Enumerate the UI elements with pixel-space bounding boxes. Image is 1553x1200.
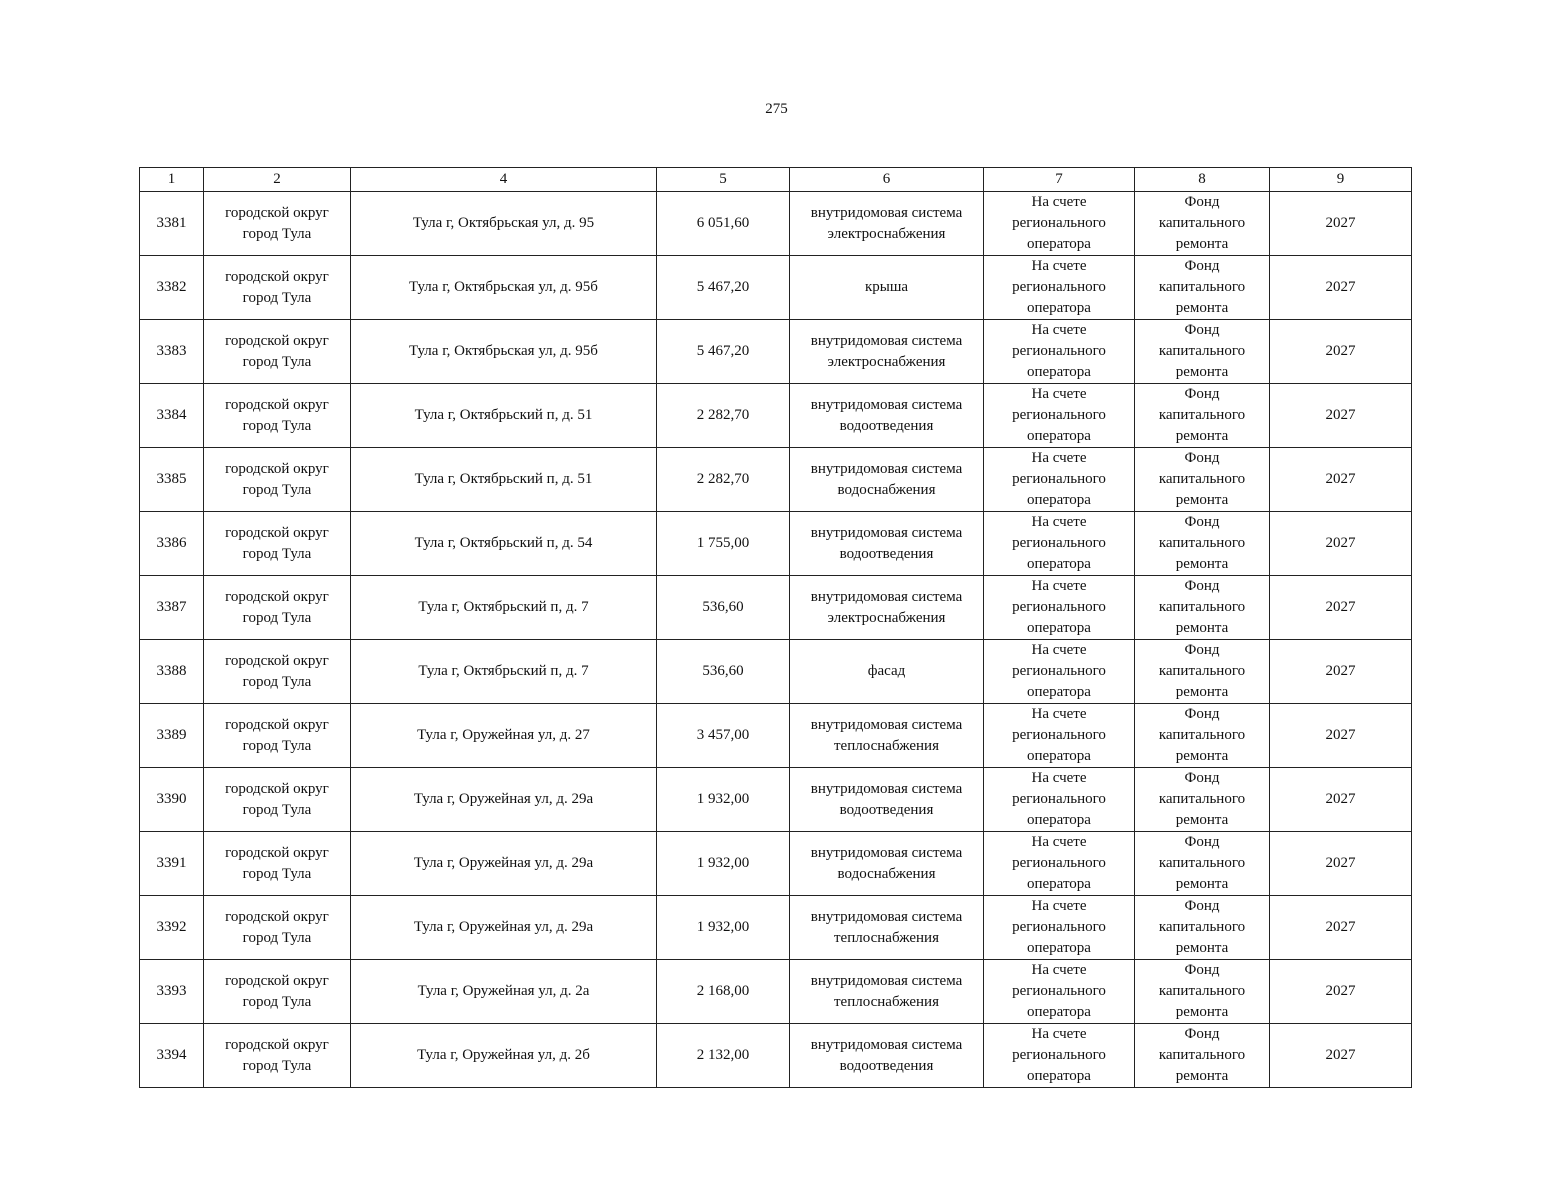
work-type-cell-line: внутридомовая система (810, 524, 963, 541)
municipality-cell (204, 512, 351, 576)
funding-source-cell (1135, 192, 1270, 256)
funding-source-cell-line: капитального (1158, 727, 1246, 743)
column-header: 6 (790, 168, 984, 192)
work-type-cell-line: крыша (864, 279, 909, 295)
funding-method-cell-line: На счете (1031, 706, 1087, 722)
funding-method-cell-line: оператора (1027, 236, 1091, 252)
funding-source-cell (1135, 576, 1270, 640)
work-type-cell-line: водоотведения (839, 417, 934, 434)
funding-method-cell (984, 1024, 1135, 1088)
funding-method-cell-line: На счете (1031, 386, 1087, 402)
funding-source-cell-line: капитального (1158, 855, 1246, 871)
funding-source-cell-line: Фонд (1184, 962, 1220, 978)
funding-source-cell-line: капитального (1158, 791, 1246, 807)
funding-method-cell (984, 320, 1135, 384)
work-type-cell (790, 1024, 984, 1088)
municipality-cell-line: город Тула (242, 993, 312, 1010)
funding-source-cell-line: капитального (1158, 919, 1246, 935)
funding-method-cell-line: На счете (1031, 962, 1087, 978)
work-type-cell-line: электроснабжения (827, 353, 946, 370)
address-cell: Тула г, Октябрьский п, д. 51 (351, 448, 657, 512)
area-cell: 2 282,70 (657, 384, 790, 448)
funding-method-cell (984, 896, 1135, 960)
funding-method-cell (984, 384, 1135, 448)
row-number-cell: 3392 (140, 896, 204, 960)
year-cell: 2027 (1270, 768, 1412, 832)
municipality-cell (204, 896, 351, 960)
funding-source-cell-line: капитального (1158, 407, 1246, 423)
column-header: 5 (657, 168, 790, 192)
funding-source-cell-line: ремонта (1175, 1004, 1229, 1020)
funding-method-cell-line: На счете (1031, 578, 1087, 594)
funding-method-cell-line: оператора (1027, 556, 1091, 572)
funding-source-cell (1135, 320, 1270, 384)
table-row (140, 640, 1412, 704)
funding-method-cell-line: регионального (1012, 215, 1106, 231)
year-cell: 2027 (1270, 1024, 1412, 1088)
municipality-cell (204, 384, 351, 448)
work-type-cell (790, 768, 984, 832)
address-cell: Тула г, Оружейная ул, д. 2б (351, 1024, 657, 1088)
funding-method-cell-line: регионального (1012, 855, 1106, 871)
municipality-cell-line: город Тула (242, 1057, 312, 1074)
row-number-cell: 3391 (140, 832, 204, 896)
row-number-cell: 3394 (140, 1024, 204, 1088)
table-row (140, 448, 1412, 512)
funding-source-cell (1135, 1024, 1270, 1088)
work-type-cell (790, 512, 984, 576)
funding-source-cell-line: капитального (1158, 343, 1246, 359)
funding-method-cell-line: оператора (1027, 1068, 1091, 1084)
work-type-cell-line: внутридомовая система (810, 716, 963, 733)
funding-method-cell (984, 512, 1135, 576)
area-cell: 1 932,00 (657, 768, 790, 832)
municipality-cell-line: городской округ (225, 972, 329, 989)
table-row (140, 384, 1412, 448)
year-cell: 2027 (1270, 576, 1412, 640)
row-number-cell: 3383 (140, 320, 204, 384)
column-header: 2 (204, 168, 351, 192)
funding-source-cell-line: ремонта (1175, 556, 1229, 572)
year-cell: 2027 (1270, 320, 1412, 384)
funding-source-cell (1135, 512, 1270, 576)
funding-method-cell-line: регионального (1012, 599, 1106, 615)
area-cell: 1 755,00 (657, 512, 790, 576)
municipality-cell-line: городской округ (225, 332, 329, 349)
municipality-cell-line: городской округ (225, 908, 329, 925)
address-cell: Тула г, Оружейная ул, д. 29а (351, 832, 657, 896)
address-cell: Тула г, Октябрьский п, д. 51 (351, 384, 657, 448)
funding-source-cell-line: ремонта (1175, 1068, 1229, 1084)
work-type-cell (790, 448, 984, 512)
funding-method-cell (984, 640, 1135, 704)
address-cell: Тула г, Октябрьский п, д. 7 (351, 640, 657, 704)
municipality-cell-line: город Тула (242, 417, 312, 434)
row-number-cell: 3385 (140, 448, 204, 512)
year-cell: 2027 (1270, 896, 1412, 960)
funding-source-cell (1135, 448, 1270, 512)
funding-method-cell-line: регионального (1012, 279, 1106, 295)
funding-source-cell-line: Фонд (1184, 450, 1220, 466)
municipality-cell-line: городской округ (225, 780, 329, 797)
area-cell: 2 132,00 (657, 1024, 790, 1088)
address-cell: Тула г, Оружейная ул, д. 2а (351, 960, 657, 1024)
column-header: 9 (1270, 168, 1412, 192)
work-type-cell-line: электроснабжения (827, 225, 946, 242)
row-number-cell: 3390 (140, 768, 204, 832)
work-type-cell (790, 704, 984, 768)
work-type-cell-line: внутридомовая система (810, 908, 963, 925)
area-cell: 6 051,60 (657, 192, 790, 256)
funding-source-cell-line: капитального (1158, 471, 1246, 487)
work-type-cell-line: внутридомовая система (810, 972, 963, 989)
funding-source-cell-line: капитального (1158, 983, 1246, 999)
municipality-cell (204, 960, 351, 1024)
funding-method-cell-line: оператора (1027, 876, 1091, 892)
address-cell: Тула г, Октябрьская ул, д. 95 (351, 192, 657, 256)
work-type-cell (790, 256, 984, 320)
row-number-cell: 3387 (140, 576, 204, 640)
funding-method-cell (984, 192, 1135, 256)
funding-method-cell-line: регионального (1012, 791, 1106, 807)
municipality-cell-line: городской округ (225, 204, 329, 221)
work-type-cell-line: фасад (867, 663, 906, 679)
funding-source-cell-line: ремонта (1175, 620, 1229, 636)
table-row (140, 192, 1412, 256)
funding-source-cell-line: Фонд (1184, 514, 1220, 530)
year-cell: 2027 (1270, 640, 1412, 704)
work-type-cell-line: внутридомовая система (810, 1036, 963, 1053)
funding-source-cell-line: Фонд (1184, 642, 1220, 658)
address-cell: Тула г, Оружейная ул, д. 29а (351, 896, 657, 960)
funding-source-cell-line: ремонта (1175, 812, 1229, 828)
municipality-cell (204, 768, 351, 832)
column-header: 8 (1135, 168, 1270, 192)
table-row (140, 960, 1412, 1024)
funding-source-cell-line: капитального (1158, 1047, 1246, 1063)
year-cell: 2027 (1270, 256, 1412, 320)
funding-source-cell-line: ремонта (1175, 684, 1229, 700)
funding-method-cell-line: На счете (1031, 450, 1087, 466)
area-cell: 536,60 (657, 576, 790, 640)
work-type-cell (790, 960, 984, 1024)
table-row (140, 576, 1412, 640)
funding-source-cell-line: Фонд (1184, 834, 1220, 850)
work-type-cell-line: теплоснабжения (834, 737, 939, 754)
capital-repair-table (139, 167, 1412, 1088)
funding-source-cell (1135, 256, 1270, 320)
municipality-cell (204, 448, 351, 512)
funding-method-cell-line: оператора (1027, 300, 1091, 316)
work-type-cell-line: водоснабжения (837, 865, 936, 882)
funding-source-cell (1135, 832, 1270, 896)
work-type-cell-line: водоотведения (839, 801, 934, 818)
funding-source-cell-line: Фонд (1184, 1026, 1220, 1042)
work-type-cell-line: теплоснабжения (834, 993, 939, 1010)
funding-method-cell-line: оператора (1027, 940, 1091, 956)
funding-method-cell (984, 256, 1135, 320)
municipality-cell-line: город Тула (242, 225, 312, 242)
table-row (140, 768, 1412, 832)
table-row (140, 704, 1412, 768)
work-type-cell-line: внутридомовая система (810, 460, 963, 477)
funding-source-cell-line: капитального (1158, 663, 1246, 679)
work-type-cell (790, 192, 984, 256)
row-number-cell: 3388 (140, 640, 204, 704)
table-row (140, 1024, 1412, 1088)
funding-source-cell (1135, 704, 1270, 768)
municipality-cell-line: городской округ (225, 524, 329, 541)
address-cell: Тула г, Оружейная ул, д. 29а (351, 768, 657, 832)
page-number: 275 (765, 101, 788, 117)
funding-method-cell-line: На счете (1031, 898, 1087, 914)
municipality-cell (204, 704, 351, 768)
address-cell: Тула г, Октябрьский п, д. 7 (351, 576, 657, 640)
municipality-cell-line: городской округ (225, 396, 329, 413)
funding-source-cell-line: Фонд (1184, 322, 1220, 338)
table-row (140, 320, 1412, 384)
funding-method-cell-line: На счете (1031, 1026, 1087, 1042)
funding-source-cell-line: ремонта (1175, 940, 1229, 956)
work-type-cell-line: внутридомовая система (810, 780, 963, 797)
municipality-cell-line: городской округ (225, 716, 329, 733)
table-row (140, 256, 1412, 320)
funding-method-cell-line: На счете (1031, 322, 1087, 338)
row-number-cell: 3386 (140, 512, 204, 576)
address-cell: Тула г, Оружейная ул, д. 27 (351, 704, 657, 768)
funding-method-cell-line: регионального (1012, 407, 1106, 423)
funding-method-cell (984, 448, 1135, 512)
work-type-cell-line: электроснабжения (827, 609, 946, 626)
table-body (140, 192, 1412, 1088)
funding-method-cell-line: оператора (1027, 364, 1091, 380)
work-type-cell-line: внутридомовая система (810, 332, 963, 349)
municipality-cell (204, 192, 351, 256)
municipality-cell (204, 256, 351, 320)
municipality-cell-line: город Тула (242, 673, 312, 690)
address-cell: Тула г, Октябрьский п, д. 54 (351, 512, 657, 576)
work-type-cell (790, 896, 984, 960)
funding-method-cell-line: На счете (1031, 194, 1087, 210)
funding-method-cell-line: На счете (1031, 834, 1087, 850)
column-header: 1 (140, 168, 204, 192)
funding-method-cell-line: регионального (1012, 343, 1106, 359)
funding-method-cell-line: На счете (1031, 258, 1087, 274)
funding-source-cell-line: ремонта (1175, 300, 1229, 316)
table-header-row (140, 168, 1412, 192)
funding-method-cell-line: На счете (1031, 642, 1087, 658)
work-type-cell (790, 384, 984, 448)
municipality-cell-line: городской округ (225, 460, 329, 477)
funding-source-cell-line: ремонта (1175, 364, 1229, 380)
municipality-cell-line: городской округ (225, 1036, 329, 1053)
area-cell: 5 467,20 (657, 256, 790, 320)
funding-method-cell-line: оператора (1027, 620, 1091, 636)
municipality-cell-line: городской округ (225, 588, 329, 605)
work-type-cell-line: внутридомовая система (810, 844, 963, 861)
municipality-cell-line: город Тула (242, 929, 312, 946)
year-cell: 2027 (1270, 192, 1412, 256)
column-header: 4 (351, 168, 657, 192)
address-cell: Тула г, Октябрьская ул, д. 95б (351, 256, 657, 320)
address-cell: Тула г, Октябрьская ул, д. 95б (351, 320, 657, 384)
row-number-cell: 3389 (140, 704, 204, 768)
funding-source-cell-line: ремонта (1175, 876, 1229, 892)
funding-source-cell (1135, 768, 1270, 832)
municipality-cell-line: город Тула (242, 609, 312, 626)
table-row (140, 832, 1412, 896)
funding-method-cell-line: регионального (1012, 919, 1106, 935)
municipality-cell (204, 832, 351, 896)
work-type-cell (790, 832, 984, 896)
municipality-cell (204, 320, 351, 384)
row-number-cell: 3384 (140, 384, 204, 448)
funding-source-cell (1135, 960, 1270, 1024)
funding-method-cell-line: оператора (1027, 684, 1091, 700)
municipality-cell-line: город Тула (242, 737, 312, 754)
funding-method-cell-line: оператора (1027, 812, 1091, 828)
funding-method-cell-line: оператора (1027, 492, 1091, 508)
funding-method-cell-line: регионального (1012, 663, 1106, 679)
funding-source-cell-line: капитального (1158, 599, 1246, 615)
funding-source-cell-line: Фонд (1184, 258, 1220, 274)
row-number-cell: 3382 (140, 256, 204, 320)
area-cell: 3 457,00 (657, 704, 790, 768)
funding-source-cell-line: капитального (1158, 279, 1246, 295)
area-cell: 1 932,00 (657, 896, 790, 960)
row-number-cell: 3381 (140, 192, 204, 256)
funding-source-cell (1135, 896, 1270, 960)
work-type-cell-line: внутридомовая система (810, 396, 963, 413)
work-type-cell (790, 320, 984, 384)
funding-method-cell-line: оператора (1027, 748, 1091, 764)
municipality-cell (204, 640, 351, 704)
funding-method-cell-line: регионального (1012, 727, 1106, 743)
funding-method-cell-line: регионального (1012, 983, 1106, 999)
funding-method-cell-line: регионального (1012, 1047, 1106, 1063)
funding-source-cell-line: Фонд (1184, 770, 1220, 786)
funding-method-cell-line: На счете (1031, 770, 1087, 786)
work-type-cell-line: теплоснабжения (834, 929, 939, 946)
municipality-cell (204, 1024, 351, 1088)
year-cell: 2027 (1270, 704, 1412, 768)
year-cell: 2027 (1270, 448, 1412, 512)
row-number-cell: 3393 (140, 960, 204, 1024)
funding-source-cell-line: Фонд (1184, 194, 1220, 210)
year-cell: 2027 (1270, 384, 1412, 448)
funding-source-cell-line: ремонта (1175, 236, 1229, 252)
municipality-cell-line: городской округ (225, 652, 329, 669)
funding-method-cell-line: На счете (1031, 514, 1087, 530)
municipality-cell-line: город Тула (242, 289, 312, 306)
work-type-cell-line: водоснабжения (837, 481, 936, 498)
work-type-cell-line: внутридомовая система (810, 588, 963, 605)
funding-source-cell-line: Фонд (1184, 706, 1220, 722)
column-header: 7 (984, 168, 1135, 192)
area-cell: 2 168,00 (657, 960, 790, 1024)
funding-method-cell (984, 960, 1135, 1024)
funding-method-cell-line: регионального (1012, 471, 1106, 487)
funding-method-cell-line: оператора (1027, 1004, 1091, 1020)
funding-method-cell (984, 768, 1135, 832)
funding-source-cell-line: Фонд (1184, 578, 1220, 594)
funding-source-cell-line: ремонта (1175, 428, 1229, 444)
year-cell: 2027 (1270, 960, 1412, 1024)
work-type-cell (790, 640, 984, 704)
funding-source-cell (1135, 384, 1270, 448)
table-row (140, 512, 1412, 576)
area-cell: 1 932,00 (657, 832, 790, 896)
area-cell: 536,60 (657, 640, 790, 704)
funding-source-cell-line: капитального (1158, 535, 1246, 551)
funding-source-cell-line: ремонта (1175, 748, 1229, 764)
funding-source-cell-line: Фонд (1184, 898, 1220, 914)
funding-method-cell (984, 576, 1135, 640)
municipality-cell-line: город Тула (242, 353, 312, 370)
municipality-cell-line: городской округ (225, 844, 329, 861)
municipality-cell-line: городской округ (225, 268, 329, 285)
work-type-cell-line: водоотведения (839, 1057, 934, 1074)
municipality-cell-line: город Тула (242, 865, 312, 882)
funding-source-cell-line: ремонта (1175, 492, 1229, 508)
work-type-cell-line: водоотведения (839, 545, 934, 562)
area-cell: 5 467,20 (657, 320, 790, 384)
funding-method-cell (984, 832, 1135, 896)
municipality-cell-line: город Тула (242, 481, 312, 498)
funding-source-cell-line: Фонд (1184, 386, 1220, 402)
work-type-cell-line: внутридомовая система (810, 204, 963, 221)
funding-method-cell-line: регионального (1012, 535, 1106, 551)
funding-source-cell-line: капитального (1158, 215, 1246, 231)
municipality-cell-line: город Тула (242, 545, 312, 562)
work-type-cell (790, 576, 984, 640)
funding-source-cell (1135, 640, 1270, 704)
year-cell: 2027 (1270, 832, 1412, 896)
table-row (140, 896, 1412, 960)
municipality-cell (204, 576, 351, 640)
year-cell: 2027 (1270, 512, 1412, 576)
funding-method-cell-line: оператора (1027, 428, 1091, 444)
funding-method-cell (984, 704, 1135, 768)
area-cell: 2 282,70 (657, 448, 790, 512)
municipality-cell-line: город Тула (242, 801, 312, 818)
